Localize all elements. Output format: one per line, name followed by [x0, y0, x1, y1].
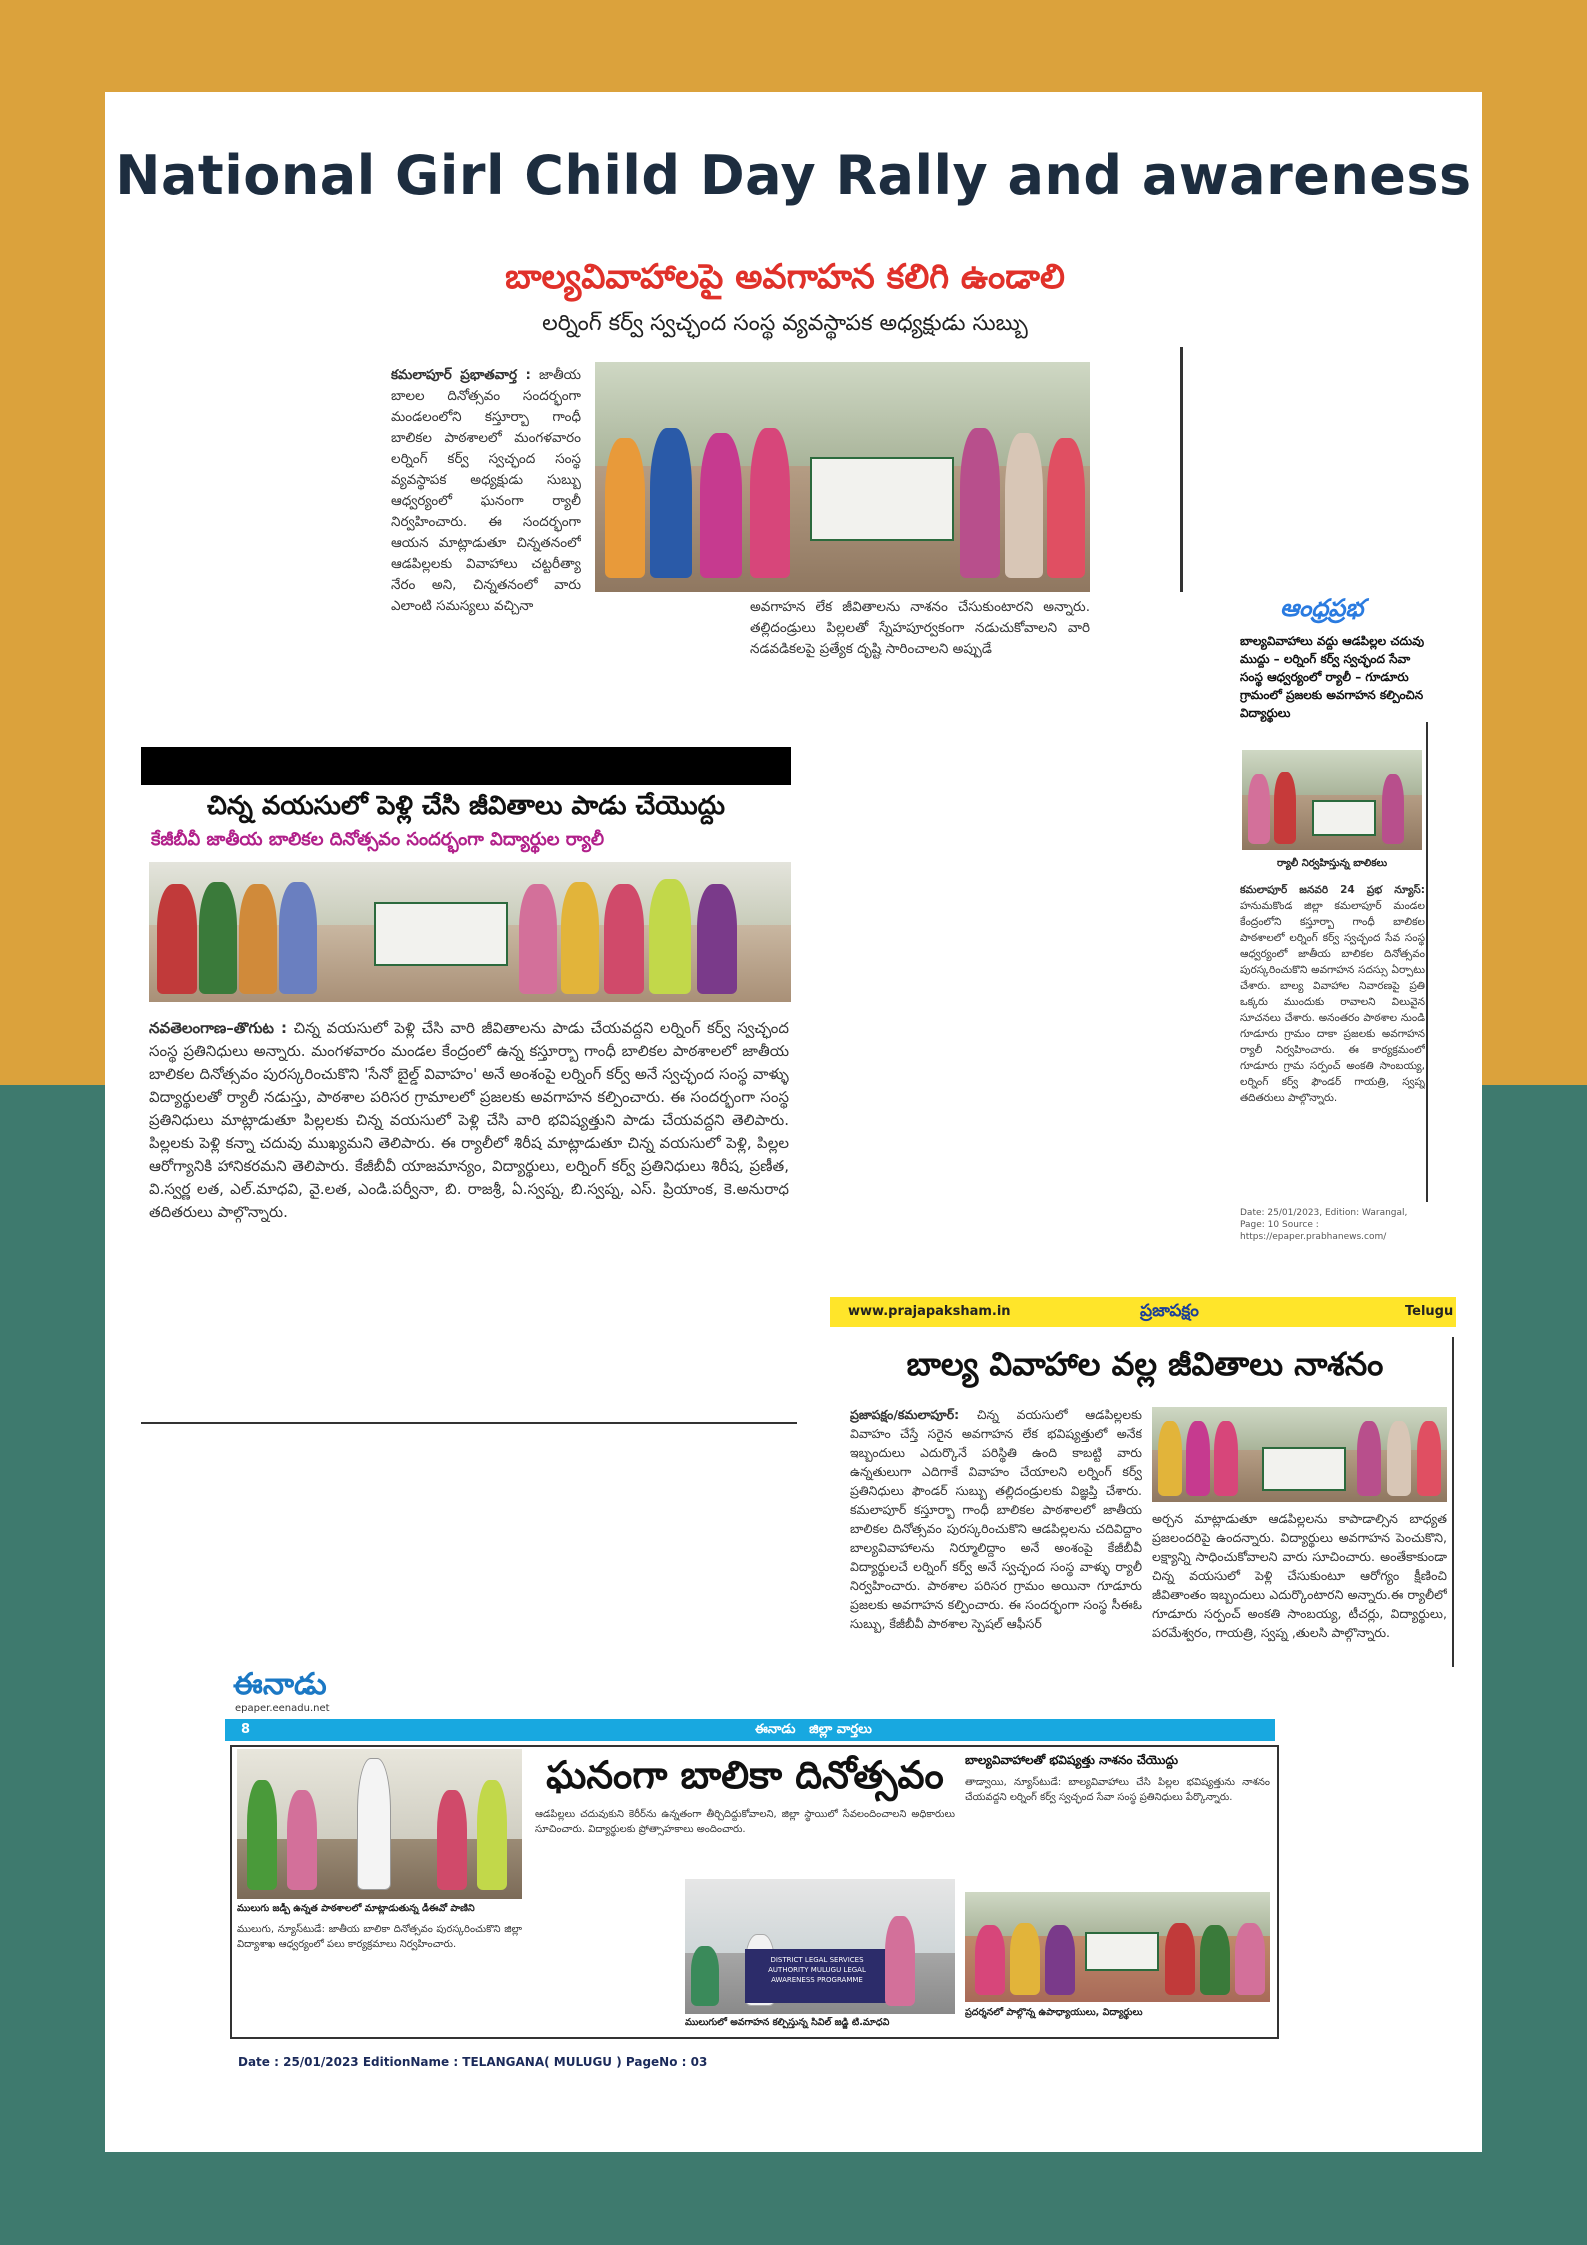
- clip5-caption-left: ములుగు జడ్పీ ఉన్నత పాఠశాలలో మాట్లాడుతున్న డీఈవో పాణిని: [237, 1903, 475, 1914]
- clip2-banner: [374, 902, 508, 966]
- clip4-dateline: ప్రజాపక్షం/కమలాపూర్:: [850, 1407, 960, 1422]
- clip2-black-bar: [141, 747, 791, 785]
- clip5-rally-banner: [1085, 1932, 1159, 1971]
- collage-sheet: [105, 92, 1482, 2152]
- clip2-subhead: కేజీబీవీ జాతీయ బాలికల దినోత్సవం సందర్భంగా విద్యార్థుల ర్యాలీ: [151, 829, 605, 850]
- clip4-body-right: అర్చన మాట్లాడుతూ ఆడపిల్లలను కాపాడాల్సిన బాధ్యత ప్రజలందరిపై ఉందన్నారు. విద్యార్థులు అవగాహన పెంచుకొని, లక్ష్యాన్ని సాధించుకోవాలని వారు సూచించారు. అంతేకాకుండా చిన్న వయసులో పెళ్లి చేసుకుంటూ ఆరోగ్యం క్షీణించి జీవితాంతం ఇబ్బందులు ఎదుర్కొంటారని అన్నారు.ఈ ర్యాలీలో గూడూరు సర్పంచ్ అంకతి సాంబయ్య, టీచర్లు, విద్యార్థులు, పరమేశ్వరం, గాయత్రి, స్వప్న ,తులసి పాల్గొన్నారు.: [1152, 1511, 1447, 1640]
- clip3-footer: Date: 25/01/2023, Edition: Warangal, Page: 10 Source : https://epaper.prabhanews.com/: [1240, 1208, 1408, 1242]
- clip5-caption-right: ప్రదర్శనలో పాల్గొన్న ఉపాధ్యాయులు, విద్యార్థులు: [965, 2007, 1143, 2018]
- clip4-headline: బాల్య వివాహాల వల్ల జీవితాలు నాశనం: [906, 1345, 1384, 1383]
- clip1-headline: బాల్యవివాహాలపై అవగాహన కలిగి ఉండాలి: [505, 257, 1065, 297]
- clip3-rally-photo: [1242, 750, 1422, 850]
- clip3-column-rule: [1426, 722, 1428, 1202]
- clip5-legal-awareness-photo: [685, 1879, 955, 2014]
- clip4-masthead: ప్రజాపక్షం: [1140, 1301, 1199, 1321]
- clip5-masthead: ఈనాడు: [233, 1667, 327, 1702]
- clip1-subhead: లర్నింగ్ కర్వ్ స్వచ్ఛంద సంస్థ వ్యవస్థాపక అధ్యక్షుడు సుబ్బు: [542, 311, 1028, 336]
- clip3-caption: ర్యాలీ నిర్వహిస్తున్న బాలికలు: [1276, 858, 1388, 869]
- clip5-caption-mid: ములుగులో అవగాహన కల్పిస్తున్న సివిల్ జడ్జి టి.మాధవి: [685, 2017, 890, 2028]
- clip3-dateline: కమలాపూర్ జనవరి 24 ప్రభ న్యూస్:: [1240, 884, 1425, 896]
- clip3-masthead: ఆంధ్రప్రభ: [1280, 594, 1364, 622]
- clip5-side-headline: బాల్యవివాహాలతో భవిష్యత్తు నాశనం చేయొద్దు: [965, 1753, 1179, 1767]
- clip4-body-left: ప్రజాపక్షం/కమలాపూర్: చిన్న వయసులో ఆడపిల్లలకు వివాహం చేస్తే సరైన అవగాహన లేక భవిష్యత్తులో అనేక ఇబ్బందులు ఎదుర్కొనే పరిస్థితి ఉంది కాబట్టి వారు ఉన్నతులుగా ఎదిగాకే వివాహం చేయాలని లర్నింగ్ కర్వ్ ప్రతినిధులు ఫౌండర్ సుబ్బు తల్లిదండ్రులకు విజ్ఞప్తి చేశారు. కమలాపూర్ కస్తూర్బా గాంధీ బాలికల పాఠశాలలో జాతీయ బాలికల దినోత్సవం పురస్కరించుకొని ఆడపిల్లలను చదివిద్దాం బాల్యవివాహాలను నిర్మూలిద్దాం అనే అంశంపై కేజీబీవీ విద్యార్థులచే లర్నింగ్ కర్వ్ అనే స్వచ్ఛంద సంస్థ వాళ్ళు ర్యాలీ నిర్వహించారు. పాఠశాల పరిసర గ్రామం అయినా గూడూరు ప్రజలకు అవగాహన కల్పించారు. ఈ సందర్భంగా సంస్థ సీఈఓ సుబ్బు, కేజీబీవీ పాఠశాల స్పెషల్ ఆఫీసర్: [850, 1407, 1142, 1631]
- clip4-language: Telugu: [1405, 1304, 1454, 1319]
- clip5-headline: ఘనంగా బాలికా దినోత్సవం: [546, 1753, 944, 1797]
- clip5-masthead-sub: epaper.eenadu.net: [235, 1703, 330, 1714]
- clip5-body3: తాడ్వాయి, న్యూస్‌టుడే: బాల్యవివాహాలు చేసి పిల్లల భవిష్యత్తును నాశనం చేయవద్దని లర్నింగ్ కర్వ్ స్వచ్ఛంద సేవా సంస్థ ప్రతినిధులు పేర్కొన్నారు.: [965, 1777, 1270, 1803]
- clip5-classroom-photo: [237, 1749, 522, 1899]
- clip1-dateline: కమలాపూర్ ప్రభాతవార్త :: [391, 367, 531, 383]
- clip3-headline: బాల్యవివాహాలు వద్దు ఆడపిల్లల చదువు ముద్దు – లర్నింగ్ కర్వ్ స్వచ్ఛంద సేవా సంస్థ ఆధ్వర్యంలో ర్యాలీ – గూడూరు గ్రామంలో ప్రజలకు అవగాహన కల్పించిన విద్యార్థులు: [1240, 634, 1425, 720]
- clip5-body2: ములుగు, న్యూస్‌టుడే: జాతీయ బాలికా దినోత్సవం పురస్కరించుకొని జిల్లా విద్యాశాఖ ఆధ్వర్యంలో పలు కార్యక్రమాలు నిర్వహించారు.: [237, 1924, 522, 1950]
- clip1-body-left: కమలాపూర్ ప్రభాతవార్త : జాతీయ బాలల దినోత్సవం సందర్భంగా మండలంలోని కస్తూర్బా గాంధీ బాలికల పాఠశాలలో మంగళవారం లర్నింగ్ కర్వ్ స్వచ్ఛంద సంస్థ వ్యవస్థాపక అధ్యక్షుడు సుబ్బు ఆధ్వర్యంలో ఘనంగా ర్యాలీ నిర్వహించారు. ఈ సందర్భంగా ఆయన మాట్లాడుతూ చిన్నతనంలో ఆడపిల్లలకు వివాహాలు చట్టరీత్యా నేరం అని, చిన్నతనంలో వారు ఎలాంటి సమస్యలు వచ్చినా: [391, 367, 581, 614]
- news-clip-andhraprabha: [1130, 592, 1430, 1332]
- clip3-body: కమలాపూర్ జనవరి 24 ప్రభ న్యూస్: హనుమకొండ జిల్లా కమలాపూర్ మండల కేంద్రంలోని కస్తూర్బా గాంధీ బాలికల పాఠశాలలో లర్నింగ్ కర్వ్ స్వచ్ఛంద సేవ సంస్థ ఆధ్వర్యంలో జాతీయ బాలికల దినోత్సవం పురస్కరించుకొని అవగాహన సదస్సు ఏర్పాటు చేశారు. బాల్య వివాహాల నివారణపై ప్రతి ఒక్కరు ముందుకు రావాలని విలువైన సూచనలు చేశారు. అనంతరం పాఠశాల నుండి గూడూరు గ్రామం దాకా ప్రజలకు అవగాహన ర్యాలీ నిర్వహించారు. ఈ కార్యక్రమంలో గూడూరు గ్రామ సర్పంచ్ అంకతి సాంబయ్య, లర్నింగ్ కర్వ్ ఫౌండర్ గాయత్రి, స్వప్న తదితరులు పాల్గొన్నారు.: [1240, 884, 1425, 1104]
- clip2-rally-photo: [149, 862, 791, 1002]
- clip5-section-bar: [225, 1719, 1275, 1741]
- clip5-legal-banner: DISTRICT LEGAL SERVICES AUTHORITY MULUGU LEGAL AWARENESS PROGRAMME: [745, 1949, 889, 2003]
- clip3-banner: [1312, 800, 1376, 836]
- news-clip-navatelangana: [141, 747, 797, 1424]
- clip4-rally-photo: [1152, 1407, 1447, 1502]
- news-clip-prabhatavartha: [385, 247, 1195, 807]
- clip2-body: నవతెలంగాణ–తొగుట : చిన్న వయసులో పెళ్లి చేసి వారి జీవితాలను పాడు చేయవద్దని లర్నింగ్ కర్వ్ స్వచ్ఛంద సంస్థ ప్రతినిధులు అన్నారు. మంగళవారం మండల కేంద్రంలో ఉన్న కస్తూర్బా గాంధీ బాలికల పాఠశాలలో జాతీయ బాలికల దినోత్సవం పురస్కరించుకొని 'సేనో బైల్డ్ వివాహం' అనే అంశంపై లర్నింగ్ కర్వ్ అనే స్వచ్ఛంద సంస్థ వాళ్ళు విద్యార్థులతో ర్యాలీ నడుస్తు, పాఠశాల పరిసర గ్రామాలలో ప్రజలకు అవగాహన కల్పించారు. ఈ సందర్భంగా సంస్థ ప్రతినిధులు మాట్లాడుతూ పిల్లలకు చిన్న వయసులో పెళ్లి చేసి వారి భవిష్యత్తుని పాడు చేయవద్దని తెలిపారు. పిల్లలకు పెళ్లి కన్నా చదువు ముఖ్యమని తెలిపారు. ఈ ర్యాలీలో శిరీష మాట్లాడుతూ చిన్న వయసులో పెళ్లి, పిల్లల ఆరోగ్యానికి హానికరమని తెలిపారు. కేజీబీవీ యాజమాన్యం, విద్యార్థులు, లర్నింగ్ కర్వ్ ప్రతినిధులు శిరీష, ప్రణీత, వి.స్వర్ణ లత, ఎల్.మాధవి, వై.లత, ఎండి.పర్వీనా, బి. రాజశ్రీ, ఏ.స్వప్న, బి.స్వప్న, ఎస్. ప్రియాంక, కె.అనురాధ తదితరులు పాల్గొన్నారు.: [149, 1019, 789, 1221]
- clip2-headline: చిన్న వయసులో పెళ్లి చేసి జీవితాలు పాడు చేయొద్దు: [206, 791, 726, 821]
- clip2-dateline: నవతెలంగాణ–తొగుట :: [149, 1019, 288, 1037]
- clip4-banner: [1262, 1447, 1346, 1491]
- clip1-rally-photo: [595, 362, 1090, 592]
- clip1-banner: [810, 457, 954, 541]
- clip5-footer: Date : 25/01/2023 EditionName : TELANGANA( MULUGU ) PageNo : 03: [238, 2055, 708, 2069]
- news-clip-eenadu: [155, 1667, 1305, 2047]
- clip1-body-right: అవగాహన లేక జీవితాలను నాశనం చేసుకుంటారని అన్నారు. తల్లిదండ్రులు పిల్లలతో స్నేహపూర్వకంగా నడుచుకోవాలని వారి నడవడికలపై ప్రత్యేక దృష్టి సారించాలని అప్పుడే: [750, 599, 1090, 657]
- page-title: National Girl Child Day Rally and awareness: [115, 144, 1472, 207]
- clip4-url: www.prajapaksham.in: [848, 1304, 1011, 1319]
- clip5-body1: ఆడపిల్లలు చదువుకుని కెరీర్‌ను ఉన్నతంగా తీర్చిదిద్దుకోవాలని, జిల్లా స్థాయిలో సేవలందించాలని అధికారులు సూచించారు. విద్యార్థులకు ప్రోత్సాహకాలు అందించారు.: [535, 1809, 955, 1835]
- clip4-column-rule: [1452, 1337, 1454, 1667]
- clip5-teachers-students-photo: [965, 1892, 1270, 2002]
- clip5-section: ఈనాడు జిల్లా వార్తలు: [755, 1722, 872, 1737]
- clip5-page-number: 8: [241, 1722, 251, 1737]
